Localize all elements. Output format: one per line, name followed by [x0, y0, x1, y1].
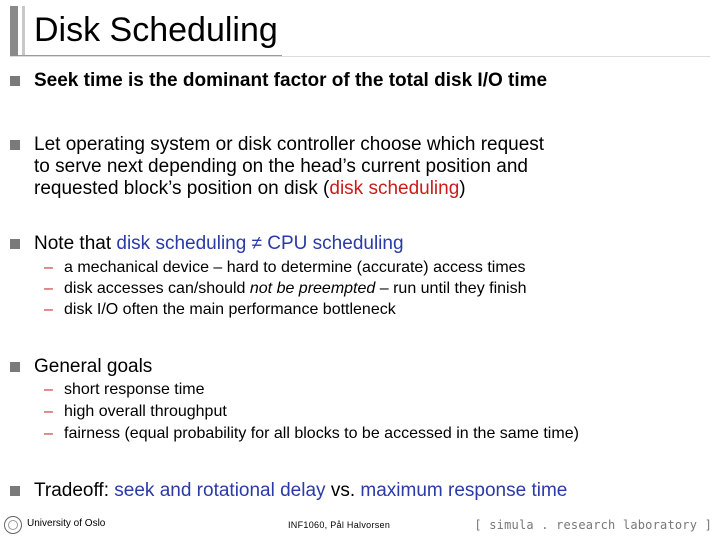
bullet-line: to serve next depending on the head’s current position and	[34, 156, 528, 177]
dash-marker: –	[44, 259, 53, 276]
sub-bullet-text: disk I/O often the main performance bottleneck	[64, 301, 396, 318]
sub-bullet-text: short response time	[64, 381, 205, 398]
bullet-text: Seek time is the dominant factor of the total disk I/O time	[34, 70, 548, 91]
university-seal-icon	[4, 516, 22, 534]
bullet-square-icon	[10, 76, 20, 86]
sub-bullet-text: high overall throughput	[64, 403, 227, 420]
dash-marker: –	[44, 280, 53, 297]
bullet-square-icon	[10, 239, 20, 249]
text-span: disk accesses can/should	[64, 280, 250, 297]
text-span: requested block’s position on disk (	[34, 178, 330, 199]
tradeoff-term-2: maximum response time	[360, 480, 568, 501]
sub-bullet-text: a mechanical device – hard to determine (accurate) access times	[64, 259, 526, 276]
dash-marker: –	[44, 381, 53, 398]
sub-bullet-text: fairness (equal probability for all blocks to be accessed in the same time)	[64, 425, 579, 442]
title-divider	[10, 56, 710, 57]
text-span: vs.	[325, 480, 361, 501]
scheduling-comparison: disk scheduling ≠ CPU scheduling	[116, 233, 404, 254]
sub-bullet-text	[64, 278, 527, 299]
simula-lab-logo: [ simula . research laboratory ]	[474, 518, 712, 532]
dash-marker: –	[44, 301, 53, 318]
bullet-square-icon	[10, 362, 20, 372]
bullet-line: Let operating system or disk controller choose which request	[34, 134, 545, 155]
bullet-let-os-choose	[10, 134, 700, 200]
dash-marker: –	[44, 403, 53, 420]
slide-footer	[0, 515, 720, 540]
text-span: Note that	[34, 233, 117, 254]
course-author: INF1060, Pål Halvorsen	[288, 520, 391, 530]
bullet-text: General goals	[34, 356, 153, 377]
text-span: Tradeoff:	[34, 480, 115, 501]
bullet-square-icon	[10, 486, 20, 496]
text-span: )	[459, 178, 466, 199]
text-span: – run until they finish	[375, 280, 527, 297]
emphasis: not be preempted	[249, 280, 376, 297]
slide-title: Disk Scheduling	[34, 11, 278, 49]
dash-marker: –	[44, 425, 53, 442]
title-accent	[22, 6, 25, 56]
university-name: University of Oslo	[27, 518, 106, 529]
bullet-text	[34, 233, 700, 255]
disk-scheduling-term: disk scheduling	[329, 178, 460, 199]
bullet-text	[34, 480, 700, 502]
tradeoff-term-1: seek and rotational delay	[114, 480, 326, 501]
bullet-line	[34, 178, 700, 200]
bullet-text	[34, 134, 700, 200]
bullet-square-icon	[10, 140, 20, 150]
